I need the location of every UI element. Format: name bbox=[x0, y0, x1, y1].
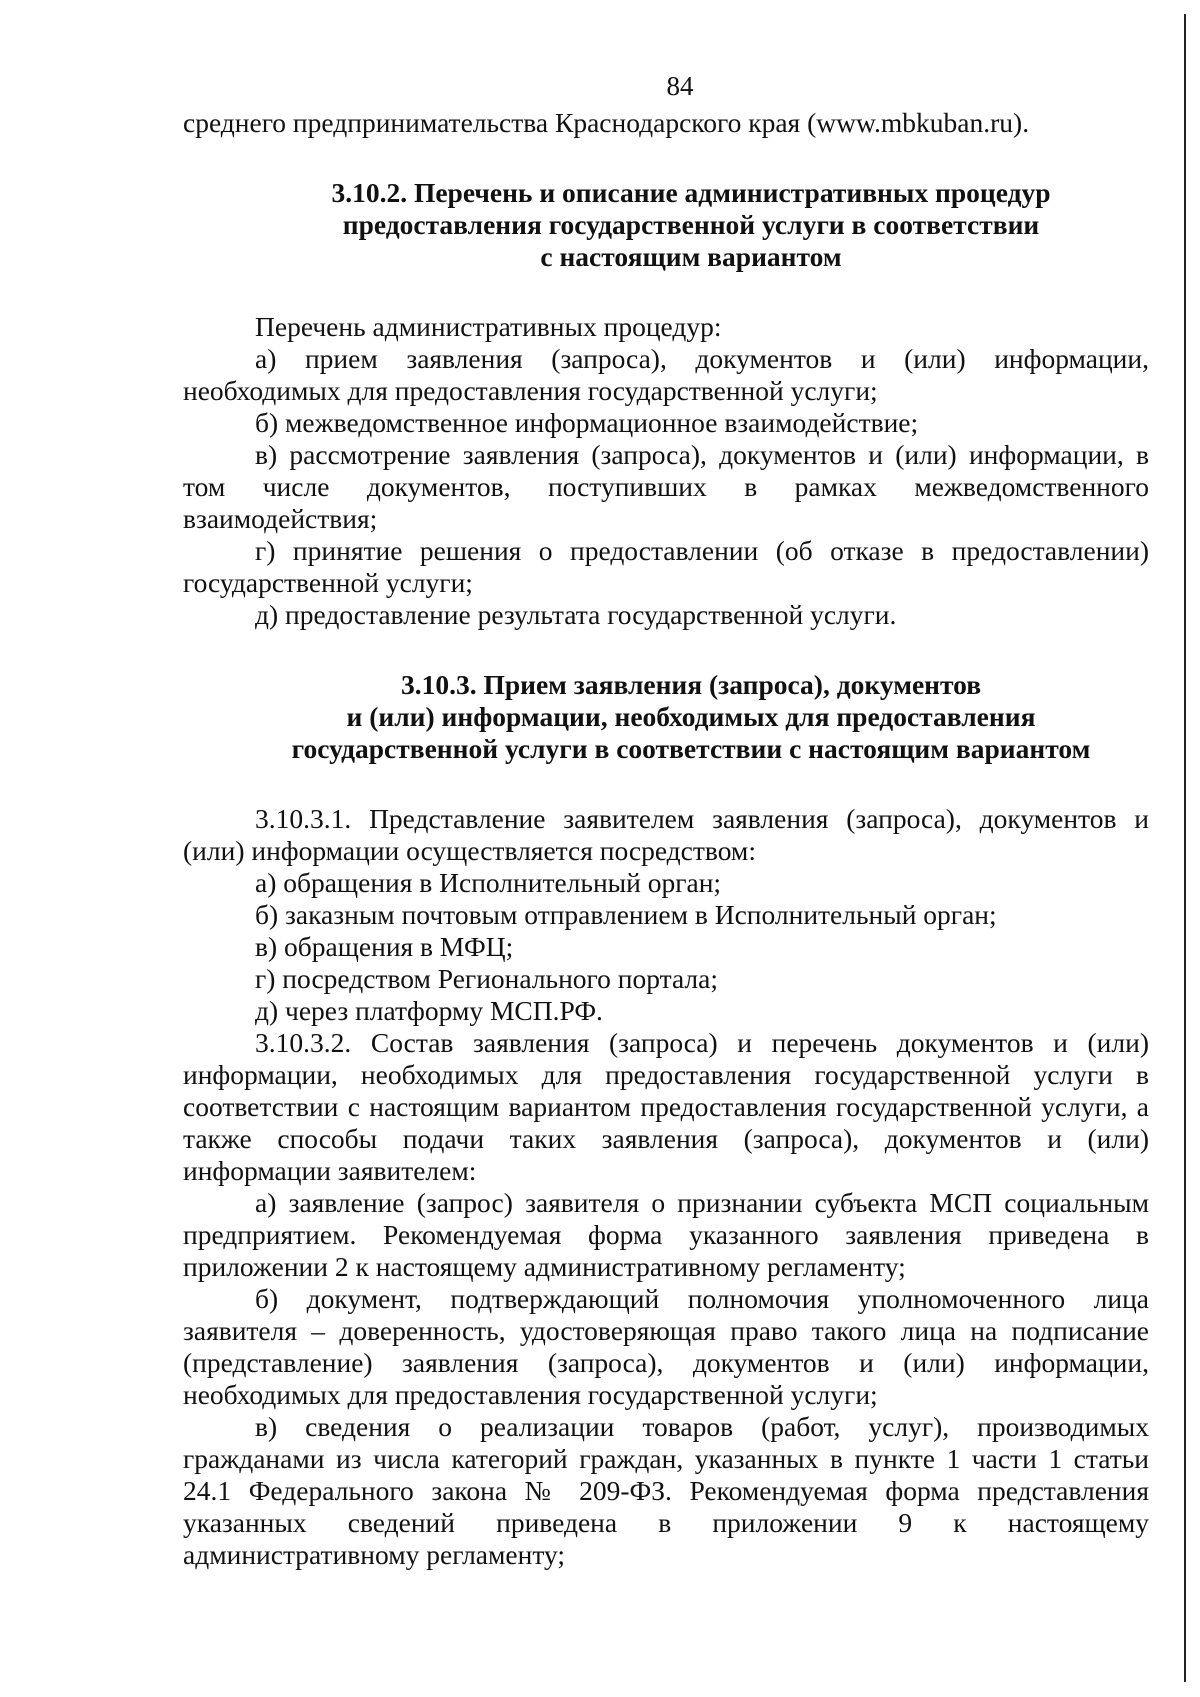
list-item: б) заказным почтовым отправлением в Исполнительный орган; bbox=[255, 899, 997, 930]
page-content bbox=[183, 107, 1149, 1571]
list-item: д) предоставление результата государственной услуги. bbox=[255, 599, 897, 630]
list-item: б) межведомственное информационное взаимодействие; bbox=[255, 407, 919, 438]
section-body bbox=[183, 803, 1149, 1571]
section-heading-line: государственной услуги в соответствии с настоящим вариантом bbox=[291, 733, 1091, 764]
list-item: в) сведения о реализации товаров (работ, услуг), производимых гражданами из числа категорий граждан, указанных в пункте 1 части 1 статьи 24.1 Федерального закона № 209-ФЗ. Рекомендуемая форма представления указанных сведений приведена в приложении 9 к настоящему административному регламенту; bbox=[183, 1411, 1149, 1570]
section-heading-line: 3.10.2. Перечень и описание административных процедур bbox=[331, 177, 1051, 208]
section-heading-line: с настоящим вариантом bbox=[540, 241, 842, 272]
paragraph: Перечень административных процедур: bbox=[255, 311, 722, 342]
list-item: а) прием заявления (запроса), документов и (или) информации, необходимых для предоставления государственной услуги; bbox=[183, 343, 1149, 406]
paragraph: 3.10.3.2. Состав заявления (запроса) и перечень документов и (или) информации, необходимых для предоставления государственной услуги в соответствии с настоящим вариантом предоставления государственной услуги, а также способы подачи таких заявления (запроса), документов и (или) информации заявителем: bbox=[183, 1027, 1149, 1186]
section-heading-line: и (или) информации, необходимых для предоставления bbox=[346, 701, 1036, 732]
scan-edge-line bbox=[1184, 14, 1186, 1682]
list-item: а) обращения в Исполнительный орган; bbox=[255, 867, 722, 898]
list-item: в) рассмотрение заявления (запроса), документов и (или) информации, в том числе документов, поступивших в рамках межведомственного взаимодействия; bbox=[183, 439, 1149, 534]
list-item: г) посредством Регионального портала; bbox=[255, 963, 719, 994]
list-item: в) обращения в МФЦ; bbox=[255, 931, 514, 962]
section-heading-line: предоставления государственной услуги в соответствии bbox=[342, 209, 1040, 240]
intro-line: среднего предпринимательства Краснодарского края (www.mbkuban.ru). bbox=[183, 107, 1030, 138]
section-3-10-2 bbox=[183, 177, 1149, 631]
list-item: а) заявление (запрос) заявителя о признании субъекта МСП социальным предприятием. Рекомендуемая форма указанного заявления приведена в приложении 2 к настоящему административному регламенту; bbox=[183, 1187, 1149, 1282]
paragraph: 3.10.3.1. Представление заявителем заявления (запроса), документов и (или) информации осуществляется посредством: bbox=[183, 803, 1149, 866]
list-item: д) через платформу МСП.РФ. bbox=[255, 995, 603, 1026]
list-item: г) принятие решения о предоставлении (об отказе в предоставлении) государственной услуги; bbox=[183, 535, 1149, 598]
section-3-10-3 bbox=[183, 669, 1149, 1571]
section-body bbox=[183, 311, 1149, 631]
list-item: б) документ, подтверждающий полномочия уполномоченного лица заявителя – доверенность, удостоверяющая право такого лица на подписание (представление) заявления (запроса), документов и (или) информации, необходимых для предоставления государственной услуги; bbox=[183, 1283, 1149, 1410]
page-number: 84 bbox=[666, 71, 694, 101]
section-heading-line: 3.10.3. Прием заявления (запроса), документов bbox=[400, 669, 982, 700]
